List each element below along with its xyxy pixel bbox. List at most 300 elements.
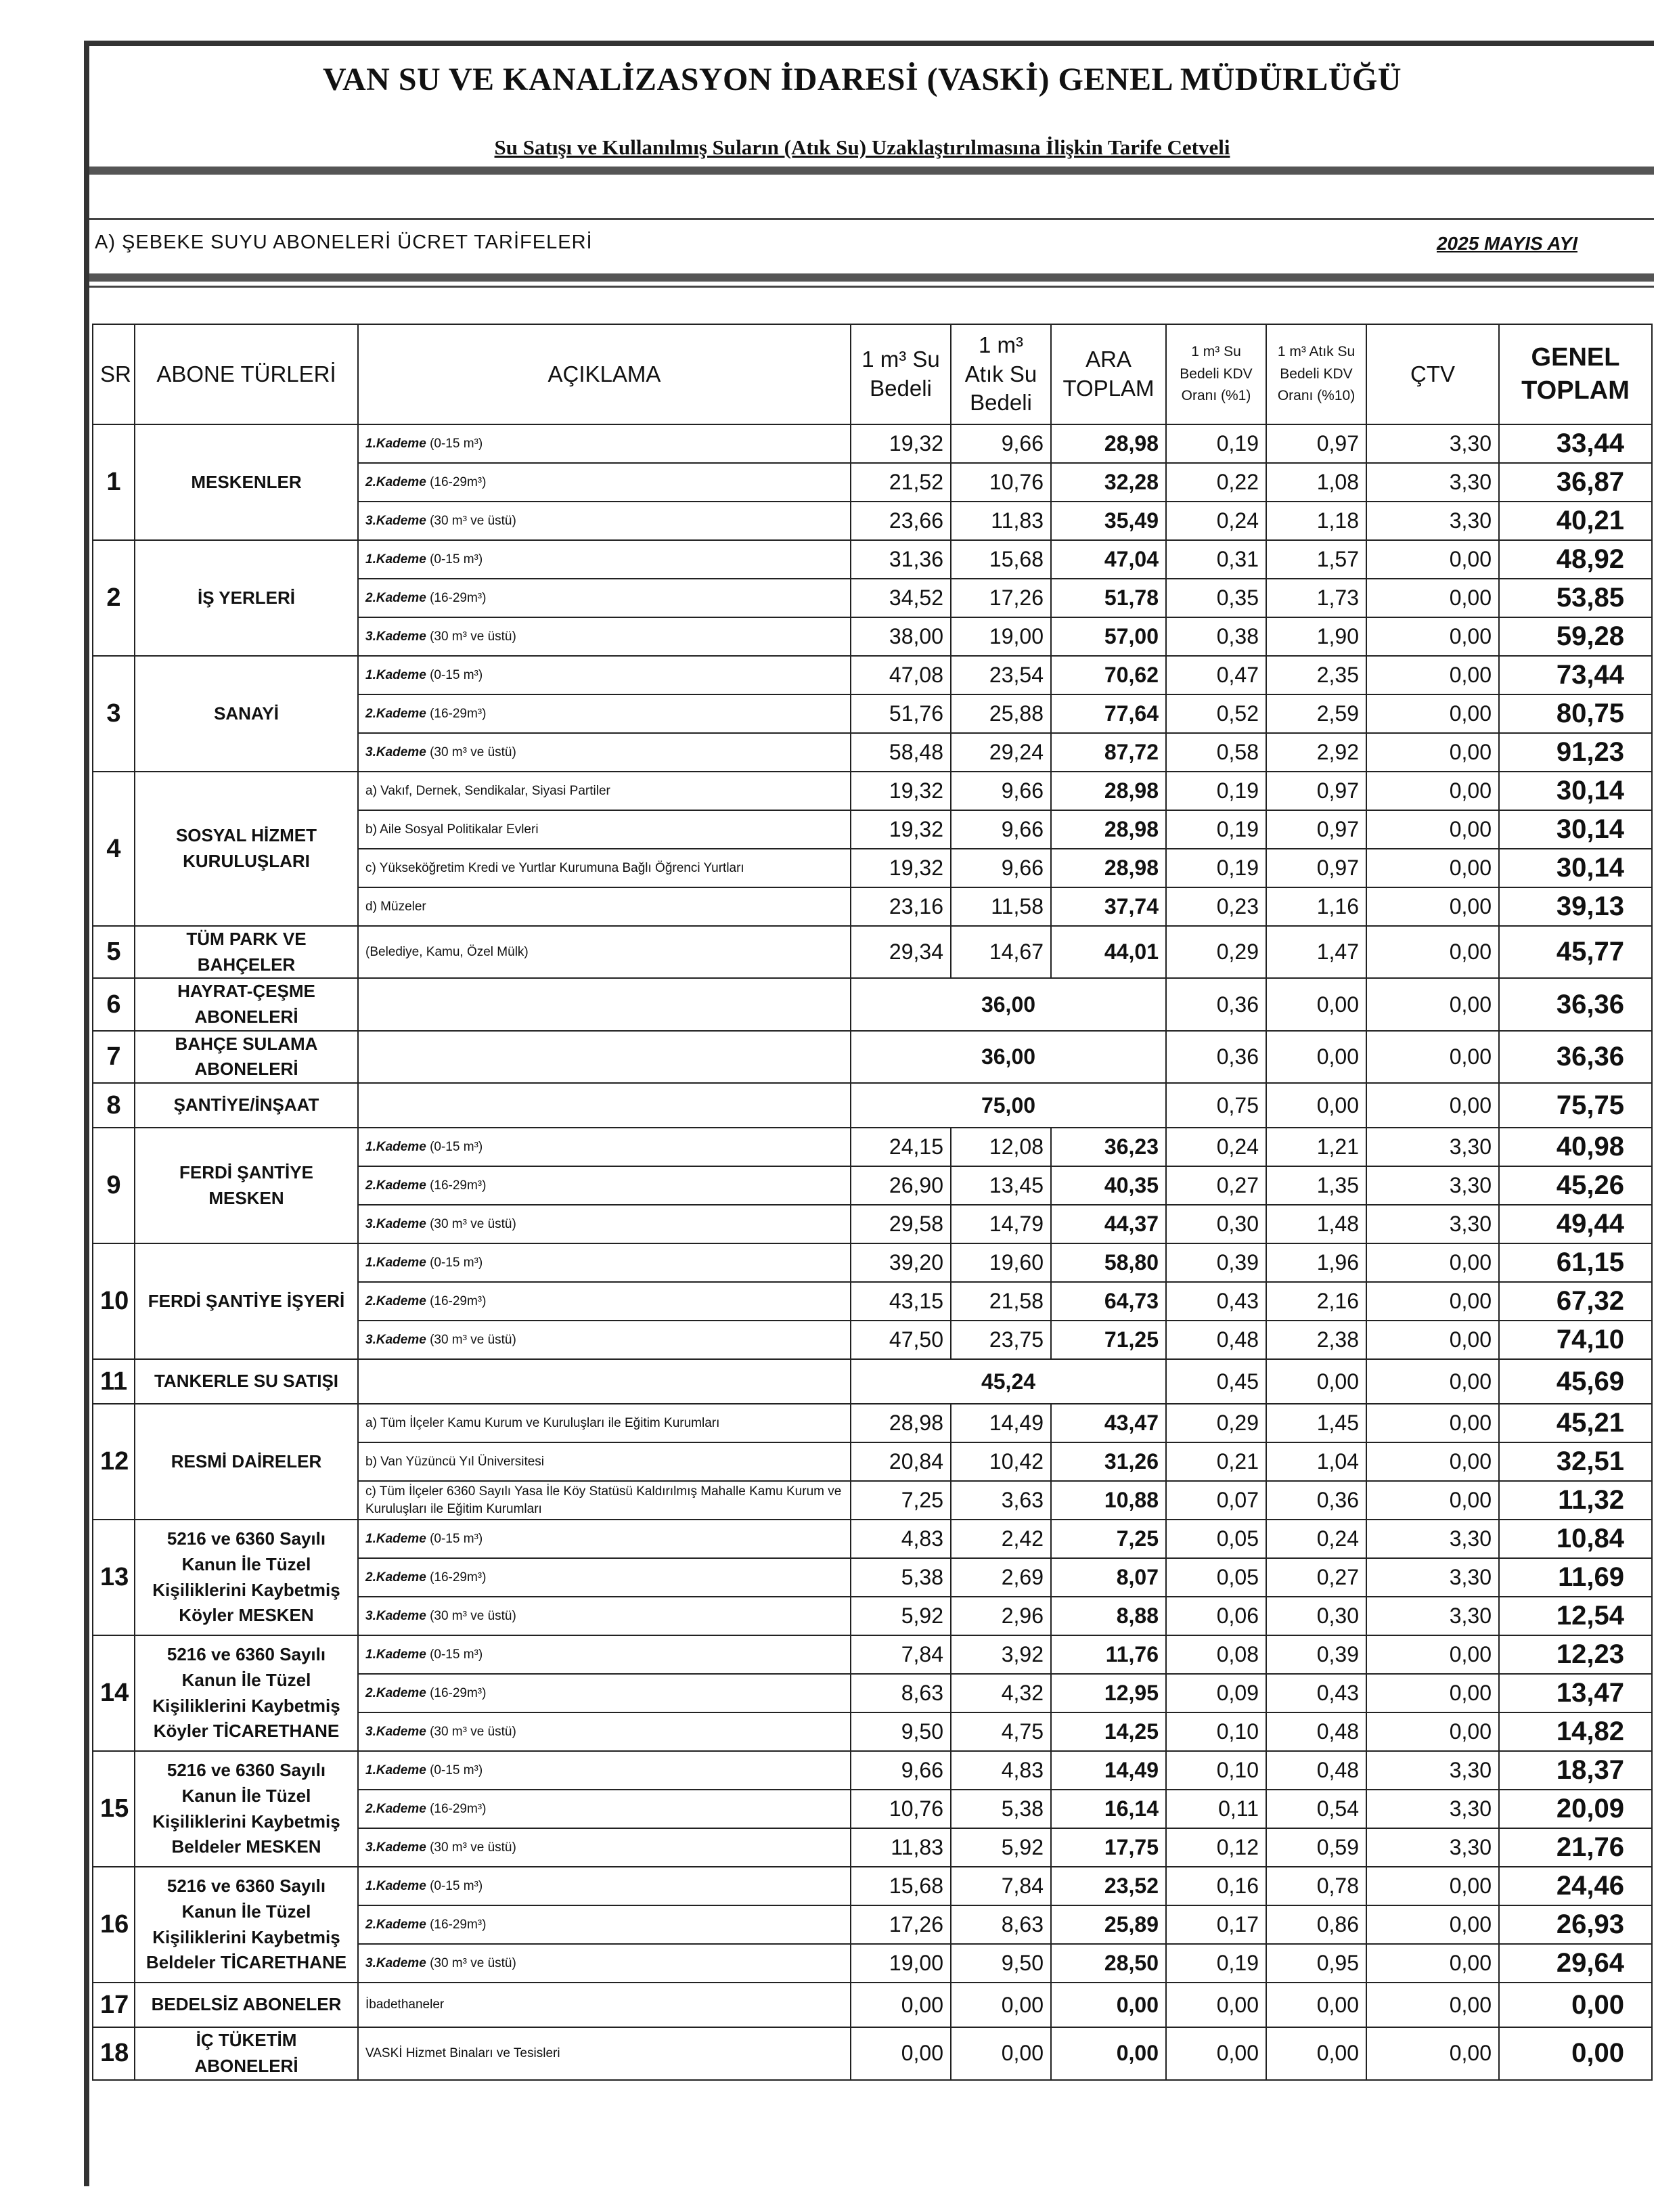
water-price: 29,58 (851, 1205, 951, 1243)
tier-label: 1.Kademe (365, 1763, 426, 1777)
row-description (358, 1558, 851, 1597)
wastewater-price: 5,92 (951, 1828, 1051, 1867)
ctv-value: 3,30 (1366, 1166, 1499, 1205)
flat-rate: 75,00 (851, 1083, 1166, 1128)
grand-total: 40,98 (1499, 1128, 1652, 1166)
vat-water: 0,58 (1166, 733, 1266, 772)
water-price: 24,15 (851, 1128, 951, 1166)
tier-label: 2.Kademe (365, 590, 426, 605)
row-number: 7 (93, 1031, 135, 1083)
tier-range: c) Tüm İlçeler 6360 Sayılı Yasa İle Köy Statüsü Kaldırılmış Mahalle Kamu Kurum ve Kuruluşları ile Eğitim Kurumları (365, 1484, 842, 1516)
table-row (93, 926, 1652, 978)
wastewater-price: 4,75 (951, 1712, 1051, 1751)
vat-wastewater: 1,18 (1266, 502, 1366, 540)
tier-range: VASKİ Hizmet Binaları ve Tesisleri (365, 2045, 560, 2060)
col-aciklama: AÇIKLAMA (358, 324, 851, 424)
grand-total: 30,14 (1499, 810, 1652, 849)
tier-range: (16-29m³) (430, 590, 487, 605)
ctv-value: 0,00 (1366, 1712, 1499, 1751)
row-description (358, 540, 851, 579)
ctv-value: 0,00 (1366, 1944, 1499, 1983)
row-description (358, 1597, 851, 1635)
water-price: 10,76 (851, 1790, 951, 1828)
ctv-value: 0,00 (1366, 1905, 1499, 1944)
vat-wastewater: 0,39 (1266, 1635, 1366, 1674)
vat-water: 0,07 (1166, 1481, 1266, 1520)
divider (89, 286, 1654, 288)
ctv-value: 0,00 (1366, 1867, 1499, 1905)
tariff-table (92, 324, 1653, 2081)
water-price: 31,36 (851, 540, 951, 579)
water-price: 7,25 (851, 1481, 951, 1520)
water-price: 17,26 (851, 1905, 951, 1944)
tier-range: d) Müzeler (365, 899, 426, 914)
ctv-value: 3,30 (1366, 1751, 1499, 1790)
row-description (358, 1321, 851, 1359)
tier-range: b) Van Yüzüncü Yıl Üniversitesi (365, 1454, 545, 1469)
vat-water: 0,23 (1166, 887, 1266, 926)
ctv-value: 0,00 (1366, 1282, 1499, 1321)
vat-wastewater: 0,00 (1266, 1031, 1366, 1083)
ctv-value: 3,30 (1366, 1558, 1499, 1597)
water-price: 43,15 (851, 1282, 951, 1321)
wastewater-price: 3,63 (951, 1481, 1051, 1520)
grand-total: 45,69 (1499, 1359, 1652, 1404)
table-row (93, 2027, 1652, 2079)
subscriber-type: HAYRAT-ÇEŞME ABONELERİ (135, 978, 358, 1030)
subtotal: 37,74 (1051, 887, 1166, 926)
tier-label: 1.Kademe (365, 1878, 426, 1893)
col-ctv: ÇTV (1366, 324, 1499, 424)
vat-wastewater: 2,35 (1266, 656, 1366, 694)
ctv-value: 3,30 (1366, 1128, 1499, 1166)
col-kdv10: 1 m³ Atık Su Bedeli KDV Oranı (%10) (1266, 324, 1366, 424)
vat-wastewater: 0,54 (1266, 1790, 1366, 1828)
subscriber-type: BAHÇE SULAMA ABONELERİ (135, 1031, 358, 1083)
grand-total: 45,77 (1499, 926, 1652, 978)
subtotal: 8,88 (1051, 1597, 1166, 1635)
tier-range: (0-15 m³) (430, 1139, 483, 1154)
ctv-value: 0,00 (1366, 579, 1499, 617)
tier-label: 2.Kademe (365, 706, 426, 721)
ctv-value: 0,00 (1366, 656, 1499, 694)
ctv-value: 0,00 (1366, 617, 1499, 656)
tier-range: (16-29m³) (430, 706, 487, 721)
row-number: 6 (93, 978, 135, 1030)
tier-label: 2.Kademe (365, 474, 426, 489)
row-description (358, 694, 851, 733)
row-description (358, 463, 851, 502)
tier-range: (30 m³ ve üstü) (430, 1216, 516, 1231)
ctv-value: 0,00 (1366, 810, 1499, 849)
ctv-value: 3,30 (1366, 1828, 1499, 1867)
table-row (93, 772, 1652, 810)
row-description (358, 1205, 851, 1243)
subtotal: 51,78 (1051, 579, 1166, 617)
vat-wastewater: 0,48 (1266, 1751, 1366, 1790)
wastewater-price: 7,84 (951, 1867, 1051, 1905)
subtotal: 12,95 (1051, 1674, 1166, 1712)
flat-rate: 36,00 (851, 1031, 1166, 1083)
wastewater-price: 14,67 (951, 926, 1051, 978)
subtotal: 28,98 (1051, 849, 1166, 887)
grand-total: 29,64 (1499, 1944, 1652, 1983)
wastewater-price: 17,26 (951, 579, 1051, 617)
row-number: 17 (93, 1983, 135, 2027)
divider (89, 218, 1654, 220)
wastewater-price: 2,69 (951, 1558, 1051, 1597)
wastewater-price: 10,76 (951, 463, 1051, 502)
vat-wastewater: 2,92 (1266, 733, 1366, 772)
water-price: 58,48 (851, 733, 951, 772)
vat-wastewater: 0,78 (1266, 1867, 1366, 1905)
row-number: 9 (93, 1128, 135, 1243)
vat-wastewater: 0,95 (1266, 1944, 1366, 1983)
wastewater-price: 25,88 (951, 694, 1051, 733)
row-description (358, 1128, 851, 1166)
vat-wastewater: 1,35 (1266, 1166, 1366, 1205)
tier-label: 1.Kademe (365, 1647, 426, 1662)
tier-range: (30 m³ ve üstü) (430, 1332, 516, 1347)
ctv-value: 0,00 (1366, 733, 1499, 772)
subtotal: 17,75 (1051, 1828, 1166, 1867)
tier-range: (30 m³ ve üstü) (430, 1724, 516, 1739)
row-number: 1 (93, 424, 135, 540)
wastewater-price: 23,54 (951, 656, 1051, 694)
subscriber-type: ŞANTİYE/İNŞAAT (135, 1083, 358, 1128)
subtotal: 0,00 (1051, 2027, 1166, 2079)
section-heading: A) ŞEBEKE SUYU ABONELERİ ÜCRET TARİFELERİ (95, 231, 593, 253)
subscriber-type: İÇ TÜKETİM ABONELERİ (135, 2027, 358, 2079)
vat-wastewater: 0,00 (1266, 978, 1366, 1030)
tier-label: 3.Kademe (365, 1608, 426, 1623)
water-price: 9,66 (851, 1751, 951, 1790)
vat-water: 0,09 (1166, 1674, 1266, 1712)
tier-label: 3.Kademe (365, 1955, 426, 1970)
table-header-row (93, 324, 1652, 424)
grand-total: 36,87 (1499, 463, 1652, 502)
tier-range: (0-15 m³) (430, 1763, 483, 1777)
vat-water: 0,29 (1166, 1404, 1266, 1442)
vat-wastewater: 0,36 (1266, 1481, 1366, 1520)
grand-total: 61,15 (1499, 1243, 1652, 1282)
subtotal: 31,26 (1051, 1442, 1166, 1481)
tier-range: (Belediye, Kamu, Özel Mülk) (365, 944, 529, 959)
ctv-value: 3,30 (1366, 502, 1499, 540)
water-price: 47,50 (851, 1321, 951, 1359)
ctv-value: 3,30 (1366, 424, 1499, 463)
grand-total: 80,75 (1499, 694, 1652, 733)
row-number: 5 (93, 926, 135, 978)
tier-range: b) Aile Sosyal Politikalar Evleri (365, 822, 539, 837)
vat-wastewater: 1,04 (1266, 1442, 1366, 1481)
wastewater-price: 15,68 (951, 540, 1051, 579)
grand-total: 20,09 (1499, 1790, 1652, 1828)
vat-water: 0,10 (1166, 1751, 1266, 1790)
row-description (358, 1404, 851, 1442)
tier-label: 3.Kademe (365, 1332, 426, 1347)
vat-water: 0,05 (1166, 1558, 1266, 1597)
grand-total: 13,47 (1499, 1674, 1652, 1712)
subtotal: 23,52 (1051, 1867, 1166, 1905)
grand-total: 74,10 (1499, 1321, 1652, 1359)
row-number: 3 (93, 656, 135, 772)
vat-wastewater: 1,45 (1266, 1404, 1366, 1442)
subtotal: 11,76 (1051, 1635, 1166, 1674)
water-price: 19,32 (851, 810, 951, 849)
vat-wastewater: 1,16 (1266, 887, 1366, 926)
col-ara: ARA TOPLAM (1051, 324, 1166, 424)
col-su: 1 m³ Su Bedeli (851, 324, 951, 424)
tier-label: 3.Kademe (365, 1840, 426, 1855)
water-price: 23,16 (851, 887, 951, 926)
ctv-value: 3,30 (1366, 1790, 1499, 1828)
water-price: 51,76 (851, 694, 951, 733)
tier-range: İbadethaneler (365, 1997, 445, 2012)
ctv-value: 3,30 (1366, 1597, 1499, 1635)
document-subtitle: Su Satışı ve Kullanılmış Suların (Atık Su) Uzaklaştırılmasına İlişkin Tarife Cetveli (494, 135, 1230, 159)
ctv-value: 0,00 (1366, 978, 1499, 1030)
wastewater-price: 2,96 (951, 1597, 1051, 1635)
subscriber-type: MESKENLER (135, 424, 358, 540)
row-description (358, 1867, 851, 1905)
wastewater-price: 19,60 (951, 1243, 1051, 1282)
water-price: 23,66 (851, 502, 951, 540)
vat-water: 0,27 (1166, 1166, 1266, 1205)
vat-wastewater: 0,00 (1266, 1359, 1366, 1404)
tier-label: 2.Kademe (365, 1178, 426, 1193)
wastewater-price: 2,42 (951, 1520, 1051, 1558)
subtotal: 14,49 (1051, 1751, 1166, 1790)
row-number: 15 (93, 1751, 135, 1867)
ctv-value: 0,00 (1366, 1031, 1499, 1083)
vat-water: 0,24 (1166, 502, 1266, 540)
wastewater-price: 9,66 (951, 772, 1051, 810)
row-description (358, 978, 851, 1030)
row-description (358, 1828, 851, 1867)
water-price: 39,20 (851, 1243, 951, 1282)
water-price: 9,50 (851, 1712, 951, 1751)
tier-range: (0-15 m³) (430, 552, 483, 567)
vat-water: 0,05 (1166, 1520, 1266, 1558)
subtotal: 58,80 (1051, 1243, 1166, 1282)
vat-water: 0,17 (1166, 1905, 1266, 1944)
tier-range: (30 m³ ve üstü) (430, 1840, 516, 1855)
vat-water: 0,16 (1166, 1867, 1266, 1905)
vat-wastewater: 0,00 (1266, 1983, 1366, 2027)
subscriber-type: FERDİ ŞANTİYE İŞYERİ (135, 1243, 358, 1359)
table-row (93, 656, 1652, 694)
row-number: 12 (93, 1404, 135, 1520)
tier-label: 2.Kademe (365, 1685, 426, 1700)
water-price: 11,83 (851, 1828, 951, 1867)
tier-range: a) Vakıf, Dernek, Sendikalar, Siyasi Partiler (365, 783, 610, 798)
tier-range: (30 m³ ve üstü) (430, 1955, 516, 1970)
row-number: 13 (93, 1520, 135, 1635)
vat-wastewater: 0,27 (1266, 1558, 1366, 1597)
grand-total: 45,21 (1499, 1404, 1652, 1442)
water-price: 26,90 (851, 1166, 951, 1205)
tier-range: (16-29m³) (430, 474, 487, 489)
row-number: 4 (93, 772, 135, 926)
water-price: 15,68 (851, 1867, 951, 1905)
grand-total: 12,23 (1499, 1635, 1652, 1674)
water-price: 34,52 (851, 579, 951, 617)
row-description (358, 1359, 851, 1404)
tier-range: (0-15 m³) (430, 1531, 483, 1546)
vat-wastewater: 0,97 (1266, 772, 1366, 810)
table-row (93, 1983, 1652, 2027)
grand-total: 0,00 (1499, 1983, 1652, 2027)
water-price: 19,32 (851, 849, 951, 887)
tier-range: (16-29m³) (430, 1293, 487, 1308)
water-price: 8,63 (851, 1674, 951, 1712)
document-title: VAN SU VE KANALİZASYON İDARESİ (VASKİ) GENEL MÜDÜRLÜĞÜ (323, 62, 1402, 97)
vat-water: 0,19 (1166, 1944, 1266, 1983)
vat-wastewater: 0,00 (1266, 1083, 1366, 1128)
table-row (93, 1635, 1652, 1674)
wastewater-price: 0,00 (951, 2027, 1051, 2079)
tier-range: (0-15 m³) (430, 1647, 483, 1662)
row-description (358, 1751, 851, 1790)
row-number: 16 (93, 1867, 135, 1983)
grand-total: 91,23 (1499, 733, 1652, 772)
ctv-value: 0,00 (1366, 1635, 1499, 1674)
subtotal: 8,07 (1051, 1558, 1166, 1597)
wastewater-price: 14,49 (951, 1404, 1051, 1442)
vat-wastewater: 0,97 (1266, 849, 1366, 887)
row-description (358, 502, 851, 540)
vat-water: 0,00 (1166, 2027, 1266, 2079)
water-price: 0,00 (851, 1983, 951, 2027)
table-row (93, 1867, 1652, 1905)
ctv-value: 0,00 (1366, 1442, 1499, 1481)
water-price: 21,52 (851, 463, 951, 502)
ctv-value: 0,00 (1366, 887, 1499, 926)
grand-total: 59,28 (1499, 617, 1652, 656)
row-description (358, 1520, 851, 1558)
grand-total: 45,26 (1499, 1166, 1652, 1205)
vat-water: 0,45 (1166, 1359, 1266, 1404)
grand-total: 10,84 (1499, 1520, 1652, 1558)
water-price: 28,98 (851, 1404, 951, 1442)
wastewater-price: 19,00 (951, 617, 1051, 656)
wastewater-price: 9,50 (951, 1944, 1051, 1983)
grand-total: 33,44 (1499, 424, 1652, 463)
table-row (93, 978, 1652, 1030)
subtotal: 47,04 (1051, 540, 1166, 579)
row-description (358, 887, 851, 926)
row-number: 8 (93, 1083, 135, 1128)
vat-water: 0,30 (1166, 1205, 1266, 1243)
subscriber-type: 5216 ve 6360 Sayılı Kanun İle Tüzel Kişiliklerini Kaybetmiş Köyler TİCARETHANE (135, 1635, 358, 1751)
col-sr: SR (93, 324, 135, 424)
subtotal: 44,37 (1051, 1205, 1166, 1243)
divider (89, 273, 1654, 282)
vat-wastewater: 0,97 (1266, 424, 1366, 463)
grand-total: 36,36 (1499, 1031, 1652, 1083)
row-description (358, 1083, 851, 1128)
grand-total: 40,21 (1499, 502, 1652, 540)
subtotal: 28,50 (1051, 1944, 1166, 1983)
wastewater-price: 10,42 (951, 1442, 1051, 1481)
row-description (358, 1243, 851, 1282)
col-abone: ABONE TÜRLERİ (135, 324, 358, 424)
vat-water: 0,08 (1166, 1635, 1266, 1674)
vat-wastewater: 0,59 (1266, 1828, 1366, 1867)
tier-label: 3.Kademe (365, 1216, 426, 1231)
vat-wastewater: 1,57 (1266, 540, 1366, 579)
vat-water: 0,00 (1166, 1983, 1266, 2027)
row-description (358, 1674, 851, 1712)
vat-wastewater: 0,00 (1266, 2027, 1366, 2079)
grand-total: 11,69 (1499, 1558, 1652, 1597)
water-price: 0,00 (851, 2027, 951, 2079)
water-price: 5,92 (851, 1597, 951, 1635)
water-price: 29,34 (851, 926, 951, 978)
vat-wastewater: 1,08 (1266, 463, 1366, 502)
water-price: 38,00 (851, 617, 951, 656)
subtotal: 64,73 (1051, 1282, 1166, 1321)
vat-water: 0,22 (1166, 463, 1266, 502)
vat-water: 0,19 (1166, 810, 1266, 849)
subscriber-type: RESMİ DAİRELER (135, 1404, 358, 1520)
ctv-value: 0,00 (1366, 2027, 1499, 2079)
tier-range: (0-15 m³) (430, 667, 483, 682)
tier-label: 3.Kademe (365, 1724, 426, 1739)
subtotal: 25,89 (1051, 1905, 1166, 1944)
water-price: 7,84 (851, 1635, 951, 1674)
ctv-value: 0,00 (1366, 1674, 1499, 1712)
vat-water: 0,75 (1166, 1083, 1266, 1128)
ctv-value: 0,00 (1366, 1243, 1499, 1282)
row-number: 14 (93, 1635, 135, 1751)
vat-wastewater: 2,38 (1266, 1321, 1366, 1359)
tier-range: a) Tüm İlçeler Kamu Kurum ve Kuruluşları ile Eğitim Kurumları (365, 1415, 720, 1430)
row-description (358, 1983, 851, 2027)
row-description (358, 2027, 851, 2079)
subtotal: 7,25 (1051, 1520, 1166, 1558)
subscriber-type: FERDİ ŞANTİYE MESKEN (135, 1128, 358, 1243)
grand-total: 53,85 (1499, 579, 1652, 617)
vat-water: 0,24 (1166, 1128, 1266, 1166)
vat-wastewater: 1,48 (1266, 1205, 1366, 1243)
ctv-value: 0,00 (1366, 1321, 1499, 1359)
vat-water: 0,36 (1166, 1031, 1266, 1083)
subscriber-type: İŞ YERLERİ (135, 540, 358, 656)
col-genel: GENEL TOPLAM (1499, 324, 1652, 424)
row-description (358, 1944, 851, 1983)
subtotal: 43,47 (1051, 1404, 1166, 1442)
vat-water: 0,19 (1166, 772, 1266, 810)
vat-water: 0,19 (1166, 849, 1266, 887)
vat-wastewater: 1,90 (1266, 617, 1366, 656)
vat-wastewater: 1,96 (1266, 1243, 1366, 1282)
vat-water: 0,38 (1166, 617, 1266, 656)
table-row (93, 1359, 1652, 1404)
subtotal: 0,00 (1051, 1983, 1166, 2027)
row-description (358, 1442, 851, 1481)
wastewater-price: 9,66 (951, 849, 1051, 887)
vat-wastewater: 2,59 (1266, 694, 1366, 733)
vat-wastewater: 0,24 (1266, 1520, 1366, 1558)
row-description (358, 656, 851, 694)
tier-range: (0-15 m³) (430, 436, 483, 451)
tier-range: (0-15 m³) (430, 1255, 483, 1270)
top-border (84, 41, 1654, 46)
grand-total: 21,76 (1499, 1828, 1652, 1867)
vat-water: 0,39 (1166, 1243, 1266, 1282)
